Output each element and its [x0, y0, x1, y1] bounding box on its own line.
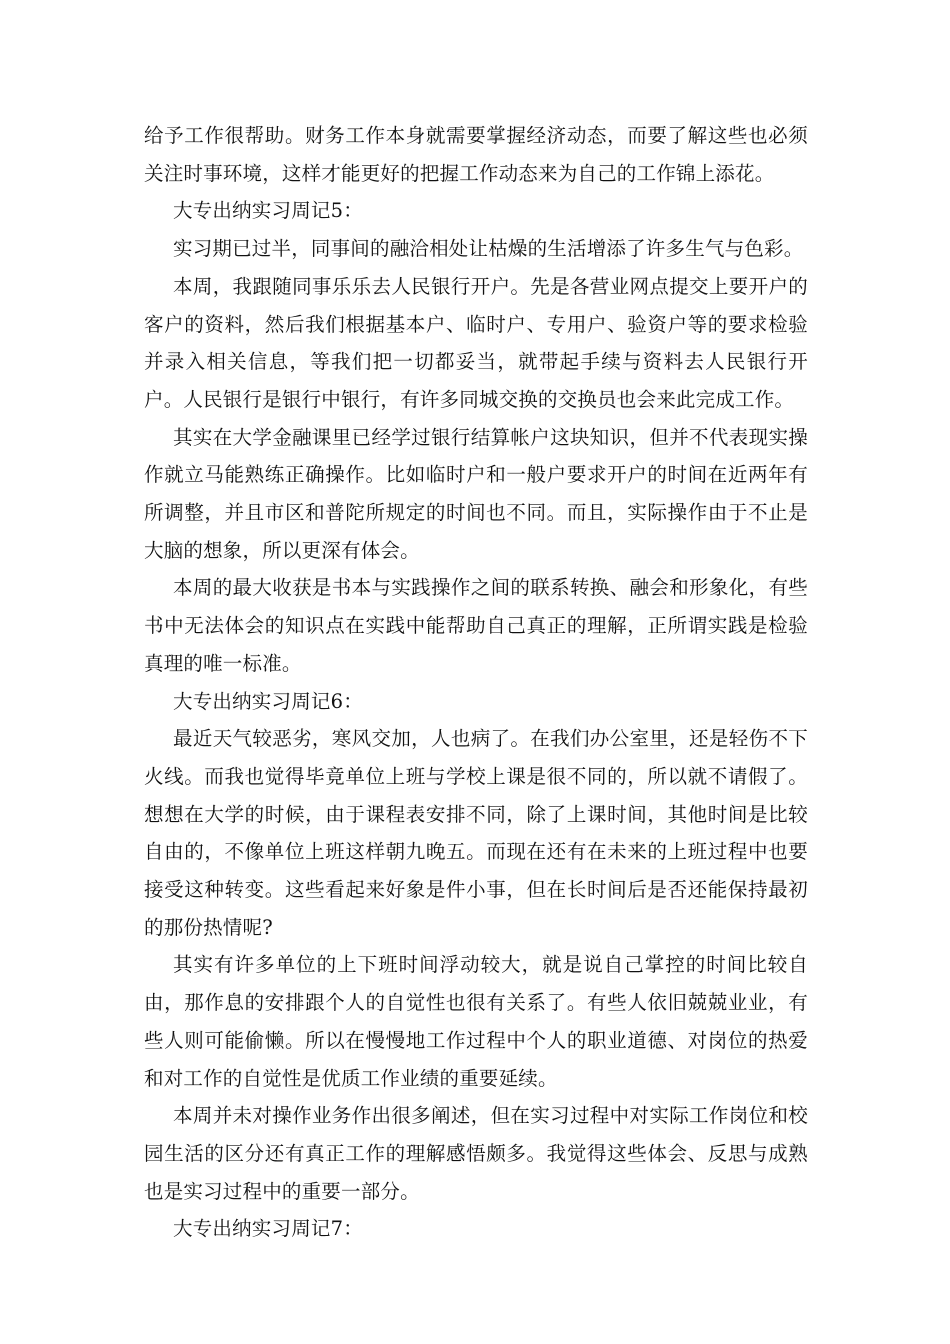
- paragraph: 实习期已过半，同事间的融洽相处让枯燥的生活增添了许多生气与色彩。: [173, 237, 804, 261]
- paragraph: 其实在大学金融课里已经学过银行结算帐户这块知识，但并不代表现实操作就立马能熟练正确操作。比如临时户和一般户要求开户的时间在近两年有所调整，并且市区和普陀所规定的时间也不同。而且，实际操作由于不止是大脑的想象，所以更深有体会。: [144, 425, 808, 562]
- paragraph: 本周并未对操作业务作出很多阐述，但在实习过程中对实际工作岗位和校园生活的区分还有真正工作的理解感悟颇多。我觉得这些体会、反思与成熟也是实习过程中的重要一部分。: [144, 1104, 808, 1203]
- paragraph: 本周，我跟随同事乐乐去人民银行开户。先是各营业网点提交上要开户的客户的资料，然后我们根据基本户、临时户、专用户、验资户等的要求检验并录入相关信息，等我们把一切都妥当，就带起手续与资料去人民银行开户。人民银行是银行中银行，有许多同城交换的交换员也会来此完成工作。: [144, 274, 808, 411]
- paragraph: 其实有许多单位的上下班时间浮动较大，就是说自己掌控的时间比较自由，那作息的安排跟个人的自觉性也很有关系了。有些人依旧兢兢业业，有些人则可能偷懒。所以在慢慢地工作过程中个人的职业道德、对岗位的热爱和对工作的自觉性是优质工作业绩的重要延续。: [144, 953, 808, 1090]
- paragraph: 本周的最大收获是书本与实践操作之间的联系转换、融会和形象化，有些书中无法体会的知识点在实践中能帮助自己真正的理解，正所谓实践是检验真理的唯一标准。: [144, 576, 808, 675]
- paragraph-continuation: 给予工作很帮助。财务工作本身就需要掌握经济动态，而要了解这些也必须关注时事环境，这样才能更好的把握工作动态来为自己的工作锦上添花。: [144, 124, 808, 185]
- heading-week-6: 大专出纳实习周记6：: [173, 689, 363, 713]
- document-body: [144, 117, 808, 1248]
- paragraph: 最近天气较恶劣，寒风交加，人也病了。在我们办公室里，还是轻伤不下火线。而我也觉得毕竟单位上班与学校上课是很不同的，所以就不请假了。想想在大学的时候，由于课程表安排不同，除了上课时间，其他时间是比较自由的，不像单位上班这样朝九晚五。而现在还有在未来的上班过程中也要接受这种转变。这些看起来好象是件小事，但在长时间后是否还能保持最初的那份热情呢?: [144, 727, 808, 939]
- heading-week-7: 大专出纳实习周记7：: [173, 1217, 363, 1241]
- heading-week-5: 大专出纳实习周记5：: [173, 199, 363, 223]
